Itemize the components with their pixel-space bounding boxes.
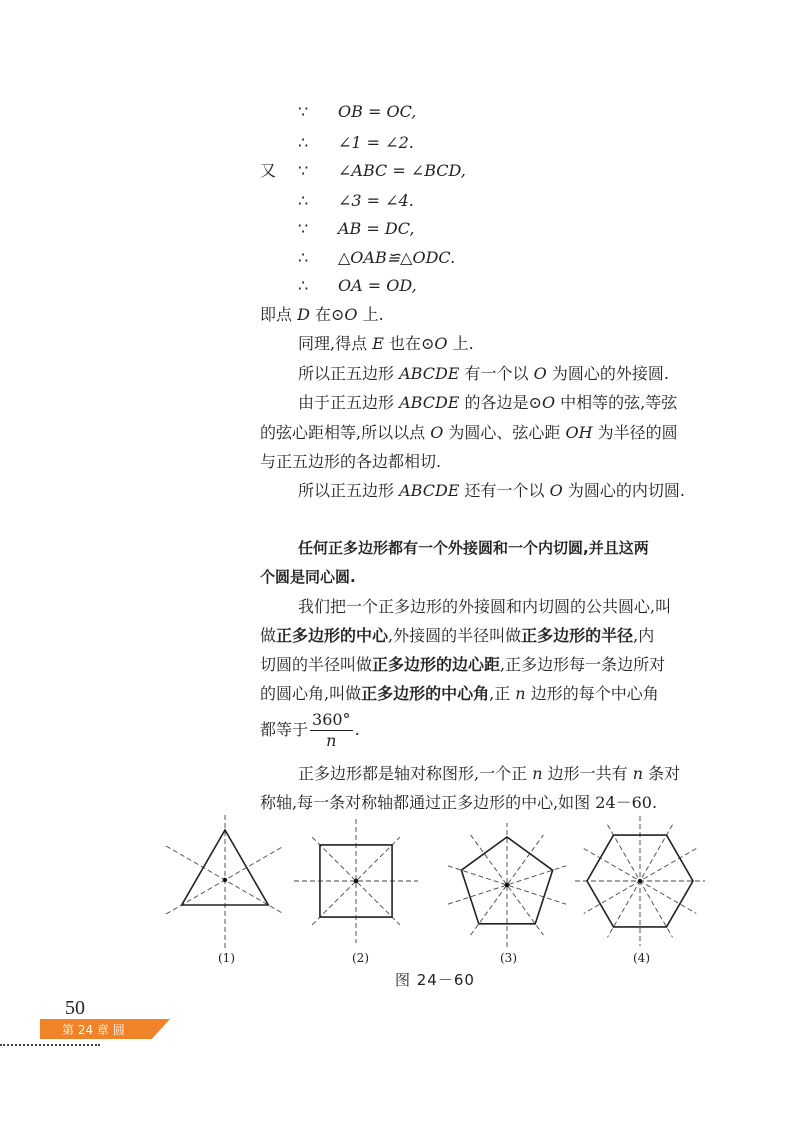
proof-line-7: ∴ OA = OD,	[298, 276, 417, 295]
proof-line-1: ∵ OB = OC,	[298, 102, 417, 121]
page-number: 50	[65, 997, 85, 1019]
definition-line-2: 做正多边形的中心,外接圆的半径叫做正多边形的半径,内	[260, 626, 655, 645]
caption-1: (1)	[218, 951, 235, 965]
para-line-6: 与正五边形的各边都相切.	[260, 452, 442, 471]
definition-line-5: 都等于 $\frac{360^\circ}{n}$ .	[260, 710, 360, 750]
pentagon-figure	[448, 823, 566, 947]
dotted-rule	[0, 1044, 100, 1046]
proof-line-3: 又 ∵ ∠ABC = ∠BCD,	[260, 161, 466, 180]
polygon-symmetry-figures	[155, 812, 715, 972]
term-center: 正多边形的中心	[276, 626, 389, 645]
term-apothem: 正多边形的边心距	[372, 655, 501, 674]
triangle-figure	[166, 812, 284, 948]
center-dot	[354, 879, 358, 883]
symmetry-line-1: 正多边形都是轴对称图形,一个正 n 边形一共有 n 条对	[298, 764, 681, 783]
caption-2: (2)	[352, 951, 369, 965]
proof-line-4: ∴ ∠3 = ∠4.	[298, 191, 414, 210]
square-figure	[294, 819, 418, 943]
term-radius: 正多边形的半径	[521, 626, 634, 645]
para-line-2: 同理,得点 E 也在⊙O 上.	[298, 334, 474, 353]
theorem-line-2: 个圆是同心圆.	[260, 568, 356, 586]
caption-3: (3)	[500, 951, 517, 965]
fraction-360-over-n: $\frac{360^\circ}{n}$	[312, 710, 351, 750]
definition-line-1: 我们把一个正多边形的外接圆和内切圆的公共圆心,叫	[298, 597, 672, 616]
definition-line-3: 切圆的半径叫做正多边形的边心距,正多边形每一条边所对	[260, 655, 666, 674]
center-dot	[505, 883, 509, 887]
para-line-5: 的弦心距相等,所以以点 O 为圆心、弦心距 OH 为半径的圆	[260, 423, 678, 442]
caption-4: (4)	[633, 951, 650, 965]
proof-line-5: ∵ AB = DC,	[298, 219, 415, 238]
definition-line-4: 的圆心角,叫做正多边形的中心角,正 n 边形的每个中心角	[260, 684, 659, 703]
para-line-4: 由于正五边形 ABCDE 的各边是⊙O 中相等的弦,等弦	[298, 393, 678, 412]
proof-line-6: ∴ △OAB≌△ODC.	[298, 248, 456, 267]
theorem-line-1: 任何正多边形都有一个外接圆和一个内切圆,并且这两	[298, 539, 649, 557]
para-line-7: 所以正五边形 ABCDE 还有一个以 O 为圆心的内切圆.	[298, 481, 685, 500]
figure-title: 图 24－60	[395, 971, 475, 989]
center-dot	[223, 878, 227, 882]
center-dot	[638, 879, 642, 883]
term-central-angle: 正多边形的中心角	[361, 684, 490, 703]
hexagon-figure	[575, 816, 705, 946]
symmetry-line-2: 称轴,每一条对称轴都通过正多边形的中心,如图 24－60.	[260, 793, 658, 812]
chapter-label: 第 24 章 圆	[62, 1023, 125, 1037]
para-line-3: 所以正五边形 ABCDE 有一个以 O 为圆心的外接圆.	[298, 364, 669, 383]
para-line-1: 即点 D 在⊙O 上.	[260, 305, 384, 324]
proof-line-2: ∴ ∠1 = ∠2.	[298, 133, 414, 152]
